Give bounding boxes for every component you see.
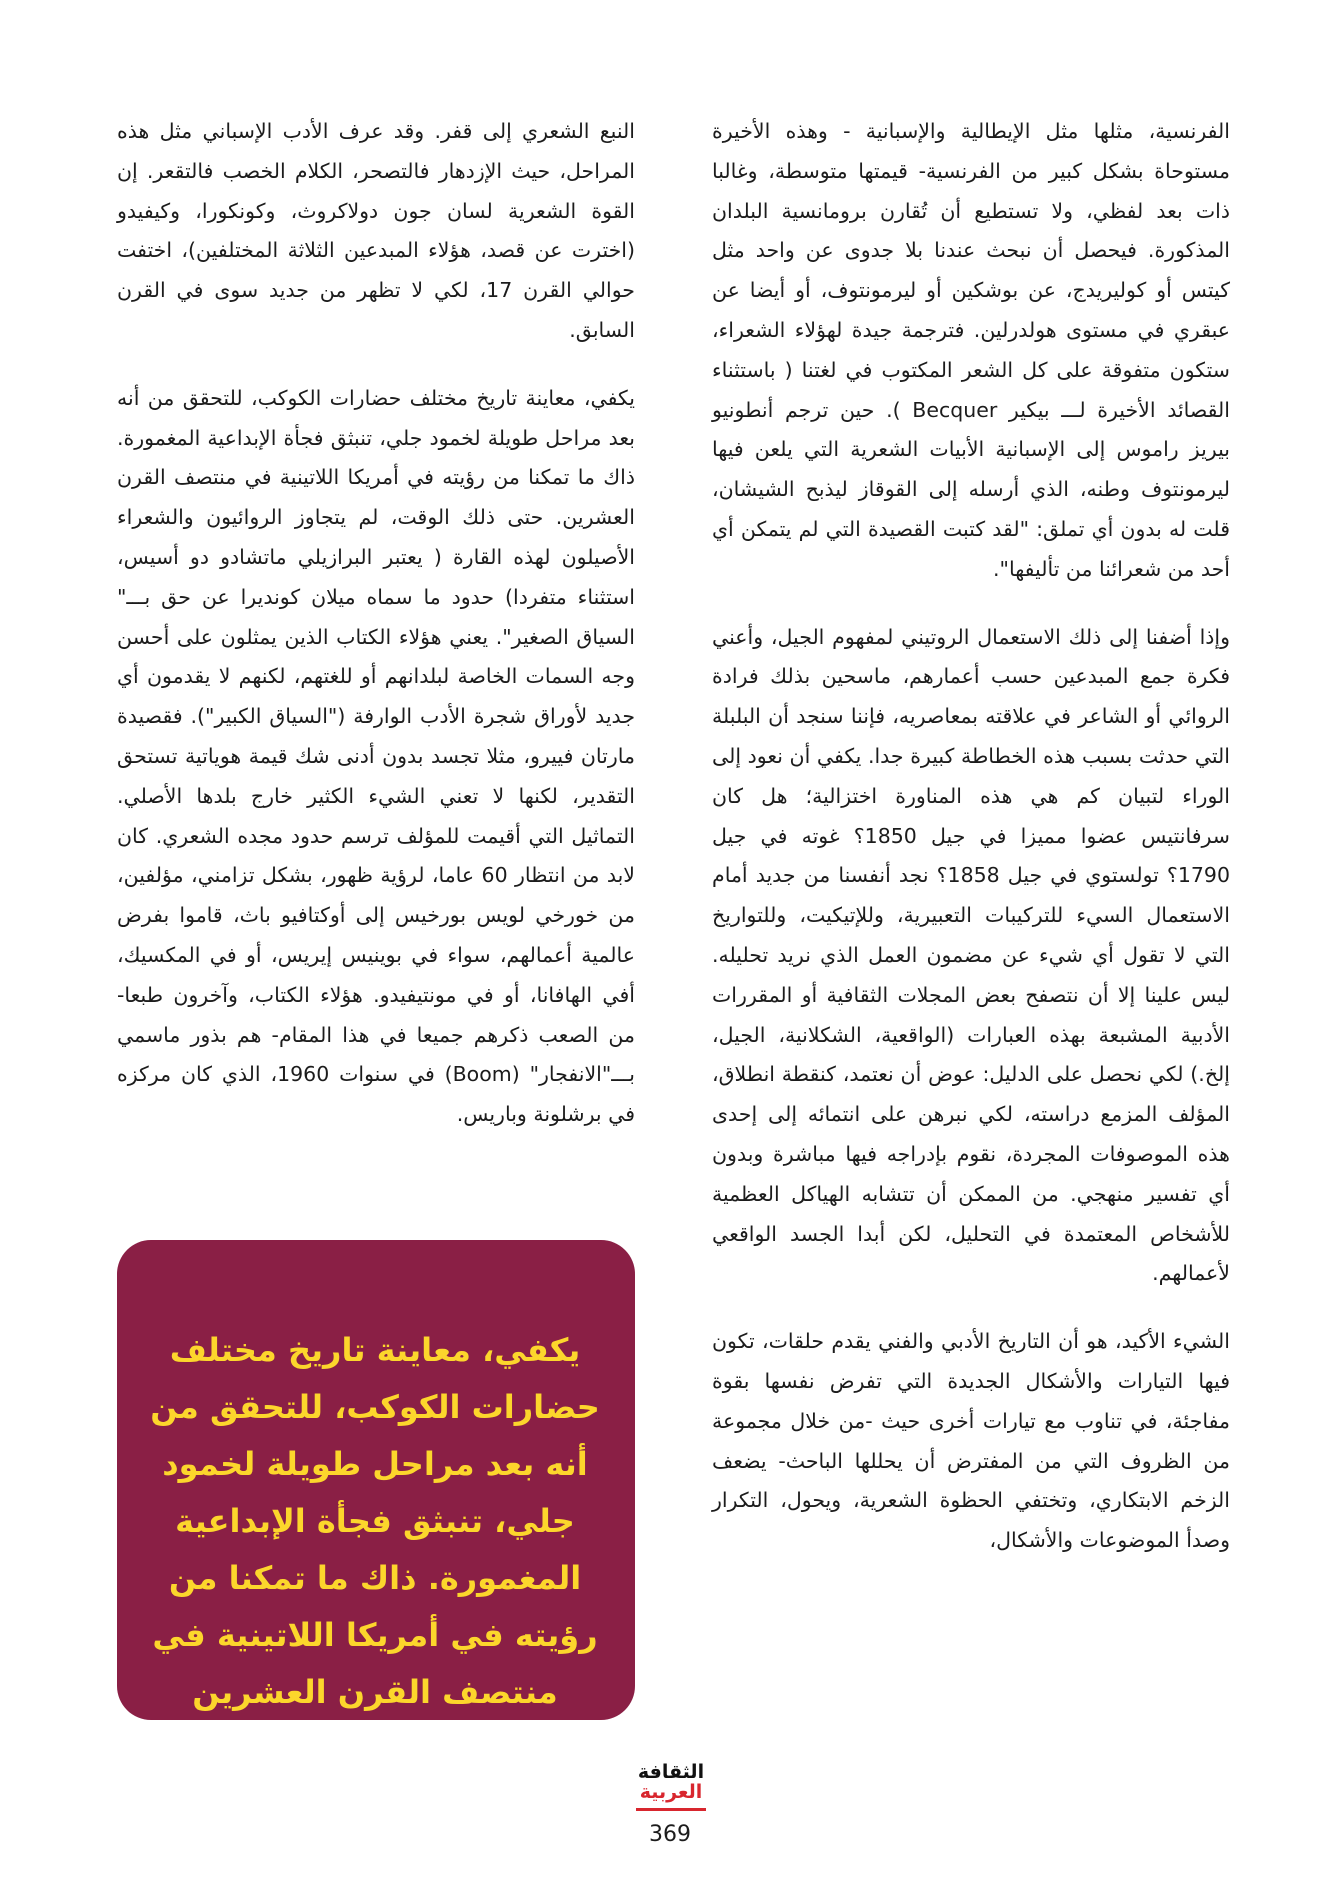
paragraph: الشيء الأكيد، هو أن التاريخ الأدبي والفني يقدم حلقات، تكون فيها التيارات والأشكال الجديدة التي تفرض نفسها بقوة مفاجئة، في تناوب مع تيارات أخرى حيث -من خلال مجموعة من الظروف التي من المفترض أن يحللها الباحث- يضعف الزخم الابتكاري، وتختفي الحظوة الشعرية، ويحول، التكرار وصدأ الموضوعات والأشكال،	[712, 1329, 1230, 1553]
right-text-column	[712, 112, 1230, 1589]
paragraph: يكفي، معاينة تاريخ مختلف حضارات الكوكب، للتحقق من أنه بعد مراحل طويلة لخمود جلي، تنبثق فجأة الإبداعية المغمورة. ذاك ما تمكنا من رؤيته في أمريكا اللاتينية في منتصف القرن العشرين. حتى ذلك الوقت، لم يتجاوز الروائيون والشعراء الأصيلون لهذه القارة ( يعتبر البرازيلي ماتشادو دو أسيس، استثناء متفردا) حدود ما سماه ميلان كونديرا عن حق بـــ" السياق الصغير". يعني هؤلاء الكتاب الذين يمثلون على أحسن وجه السمات الخاصة لبلدانهم أو للغتهم، لكنهم لا يقدمون أي جديد لأوراق شجرة الأدب الوارفة ("السياق الكبير"). فقصيدة مارتان فييرو، مثلا تجسد بدون أدنى شك قيمة هوياتية تستحق التقدير، لكنها لا تعني الشيء الكثير خارج بلدها الأصلي. التماثيل التي أقيمت للمؤلف ترسم حدود مجده الشعري. كان لابد من انتظار 60 عاما، لرؤية ظهور، بشكل تزامني، مؤلفين، من خورخي لويس بورخيس إلى أوكتافيو باث، قاموا بفرض عالمية أعمالهم، سواء في بوينيس إيريس، أو في المكسيك، أفي الهافانا، أو في مونتيفيدو. هؤلاء الكتاب، وآخرون طبعا- من الصعب ذكرهم جميعا في هذا المقام- هم بذور ماسمي بـــ"الانفجار" (Boom) في سنوات 1960، الذي كان مركزه في برشلونة وباريس.	[117, 385, 635, 1127]
magazine-logo	[636, 1762, 706, 1814]
paragraph: النبع الشعري إلى قفر. وقد عرف الأدب الإسباني مثل هذه المراحل، حيث الإزدهار فالتصحر، الكلام الخصب فالتقعر. إن القوة الشعرية لسان جون دولاكروث، وكونكورا، وكيفيدو (اخترت عن قصد، هؤلاء المبدعين الثلاثة المختلفين)، اختفت حوالي القرن 17، لكي لا تظهر من جديد سوى في القرن السابق.	[117, 119, 635, 342]
left-text-column	[117, 112, 635, 1163]
pull-quote-text: يكفي، معاينة تاريخ مختلف حضارات الكوكب، للتحقق من أنه بعد مراحل طويلة لخمود جلي، تنبثق فجأة الإبداعية المغمورة. ذاك ما تمكنا من رؤيته في أمريكا اللاتينية في منتصف القرن العشرين	[150, 1331, 600, 1711]
paragraph: وإذا أضفنا إلى ذلك الاستعمال الروتيني لمفهوم الجيل، وأعني فكرة جمع المبدعين حسب أعمارهم، ماسحين بذلك فرادة الروائي أو الشاعر في علاقته بمعاصريه، فإننا سنجد أن البلبلة التي حدثت بسبب هذه الخطاطة كبيرة جدا. يكفي أن نعود إلى الوراء لتبيان كم هي هذه المناورة اختزالية؛ هل كان سرفانتيس عضوا مميزا في جيل 1850؟ غوته في جيل 1790؟ تولستوي في جيل 1858؟ نجد أنفسنا من جديد أمام الاستعمال السيء للتركيبات التعبيرية، وللإتيكيت، وللتواريخ التي لا تقول أي شيء عن مضمون العمل الذي نريد تحليله. ليس علينا إلا أن نتصفح بعض المجلات الثقافية أو المقررات الأدبية المشبعة بهذه العبارات (الواقعية، الشكلانية، الجيل، إلخ.) لكي نحصل على الدليل: عوض أن نعتمد، كنقطة انطلاق، المؤلف المزمع دراسته، لكي نبرهن على انتمائه إلى إحدى هذه الموصوفات المجردة، نقوم بإدراجه فيها مباشرة وبدون أي تفسير منهجي. من الممكن أن تتشابه الهياكل العظمية للأشخاص المعتمدة في التحليل، لكن أبدا الجسد الواقعي لأعمالهم.	[712, 624, 1230, 1286]
logo-underline	[636, 1808, 706, 1811]
logo-line-bottom: العربية	[639, 1781, 703, 1803]
paragraph: الفرنسية، مثلها مثل الإيطالية والإسبانية - وهذه الأخيرة مستوحاة بشكل كبير من الفرنسية- قيمتها متوسطة، وغالبا ذات بعد لفظي، ولا تستطيع أن تُقارن برومانسية البلدان المذكورة. فيحصل أن نبحث عندنا بلا جدوى عن واحد مثل كيتس أو كوليريدج، عن بوشكين أو ليرمونتوف، أو أيضا عن عبقري في مستوى هولدرلين. فترجمة جيدة لهؤلاء الشعراء، ستكون متفوقة على كل الشعر المكتوب في لغتنا ( باستثناء القصائد الأخيرة لـــ بيكير Becquer ). حين ترجم أنطونيو بيريز راموس إلى الإسبانية الأبيات الشعرية التي يلعن فيها ليرمونتوف وطنه، الذي أرسله إلى القوقاز ليذبح الشيشان، قلت له بدون أي تملق: "لقد كتبت القصيدة التي لم يتمكن أي أحد من شعرائنا من تأليفها".	[712, 119, 1230, 581]
page-number: 369	[649, 1822, 691, 1847]
logo-line-top: الثقافة	[637, 1761, 705, 1783]
